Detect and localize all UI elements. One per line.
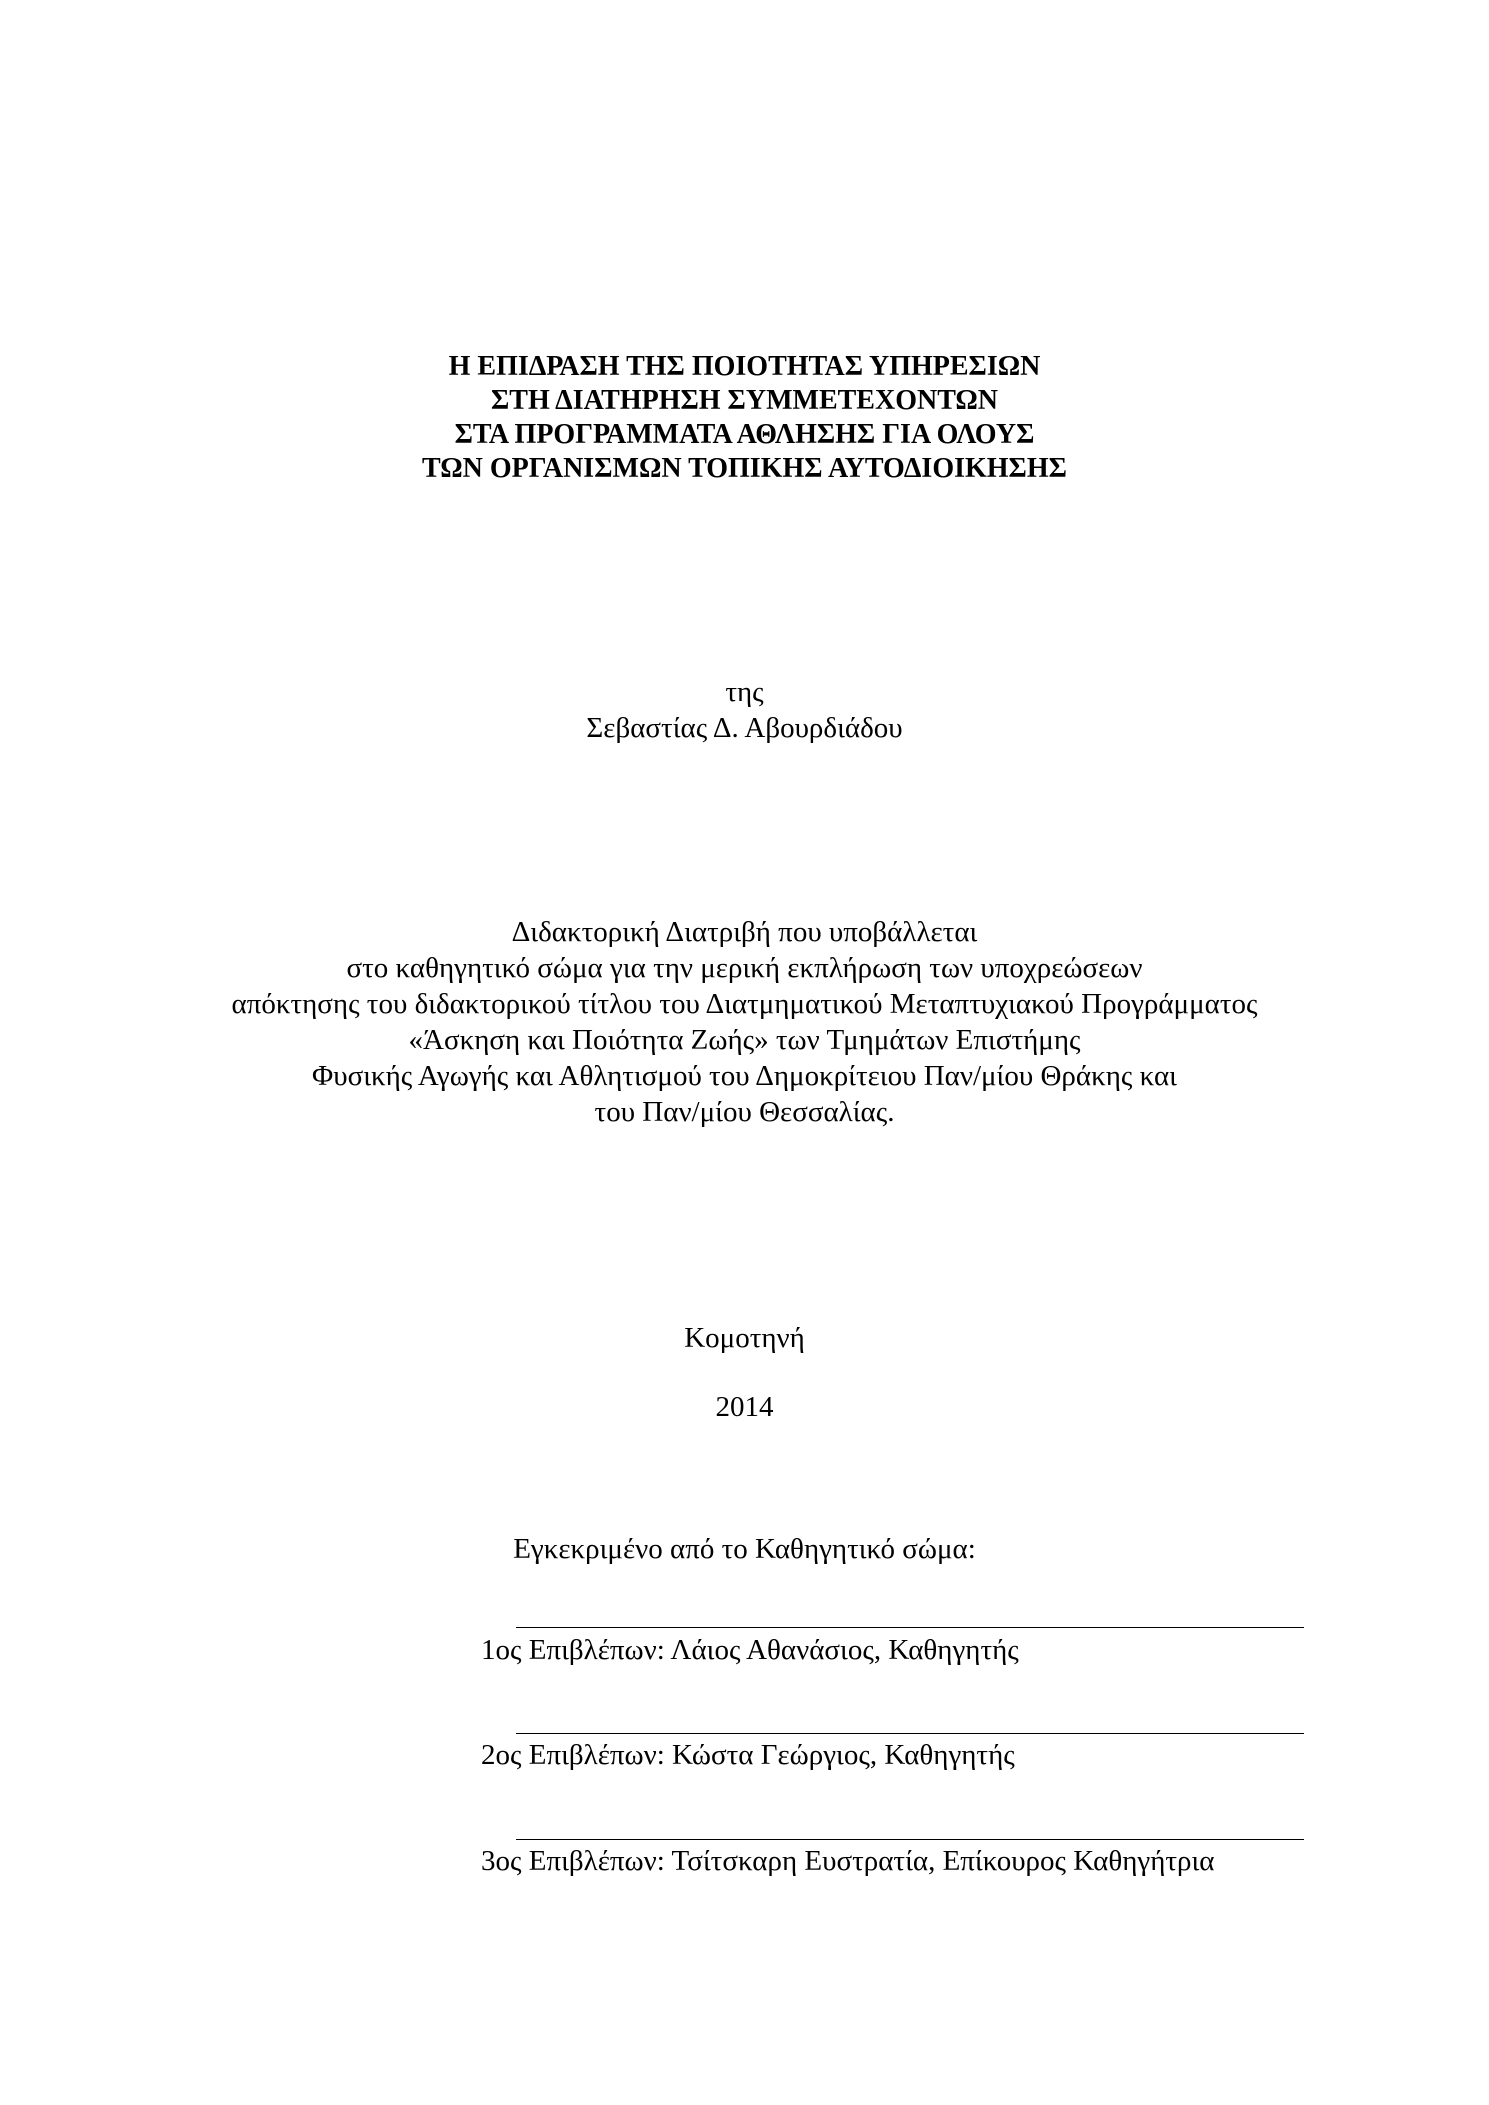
author-block bbox=[0, 674, 1489, 746]
description-line: απόκτησης του διδακτορικού τίτλου του Διατμηματικού Μεταπτυχιακού Προγράμματος bbox=[231, 988, 1258, 1020]
place: Κομοτηνή bbox=[684, 1322, 805, 1354]
year: 2014 bbox=[715, 1391, 774, 1423]
thesis-title bbox=[0, 350, 1489, 486]
supervisor-3: 3ος Επιβλέπων: Τσίτσκαρη Ευστρατία, Επίκουρος Καθηγήτρια bbox=[481, 1845, 1215, 1877]
description-line: «Άσκηση και Ποιότητα Ζωής» των Τμημάτων Επιστήμης bbox=[408, 1024, 1081, 1056]
author-name: Σεβαστίας Δ. Αβουρδιάδου bbox=[586, 712, 903, 744]
approved-by-label: Εγκεκριμένο από το Καθηγητικό σώμα: bbox=[513, 1533, 976, 1565]
signature-line bbox=[516, 1733, 1304, 1734]
supervisor-1: 1ος Επιβλέπων: Λάιος Αθανάσιος, Καθηγητής bbox=[481, 1634, 1019, 1666]
title-line: ΤΩΝ ΟΡΓΑΝΙΣΜΩΝ ΤΟΠΙΚΗΣ ΑΥΤΟΔΙΟΙΚΗΣΗΣ bbox=[422, 453, 1067, 484]
signature-line bbox=[516, 1839, 1304, 1840]
title-line: Η ΕΠΙΔΡΑΣΗ ΤΗΣ ΠΟΙΟΤΗΤΑΣ ΥΠΗΡΕΣΙΩΝ bbox=[448, 351, 1041, 382]
title-line: ΣΤΑ ΠΡΟΓΡΑΜΜΑΤΑ ΑΘΛΗΣΗΣ ΓΙΑ ΟΛΟΥΣ bbox=[454, 419, 1035, 450]
author-prefix: της bbox=[725, 676, 764, 708]
signature-line bbox=[516, 1627, 1304, 1628]
description-line: στο καθηγητικό σώμα για την μερική εκπλήρωση των υποχρεώσεων bbox=[346, 952, 1143, 984]
title-line: ΣΤΗ ΔΙΑΤΗΡΗΣΗ ΣΥΜΜΕΤΕΧΟΝΤΩΝ bbox=[490, 385, 999, 416]
thesis-description bbox=[0, 914, 1489, 1130]
supervisor-2: 2ος Επιβλέπων: Κώστα Γεώργιος, Καθηγητής bbox=[481, 1739, 1015, 1771]
description-line: του Παν/μίου Θεσσαλίας. bbox=[594, 1096, 895, 1128]
description-line: Φυσικής Αγωγής και Αθλητισμού του Δημοκρίτειου Παν/μίου Θράκης και bbox=[312, 1060, 1177, 1092]
description-line: Διδακτορική Διατριβή που υποβάλλεται bbox=[511, 916, 978, 948]
